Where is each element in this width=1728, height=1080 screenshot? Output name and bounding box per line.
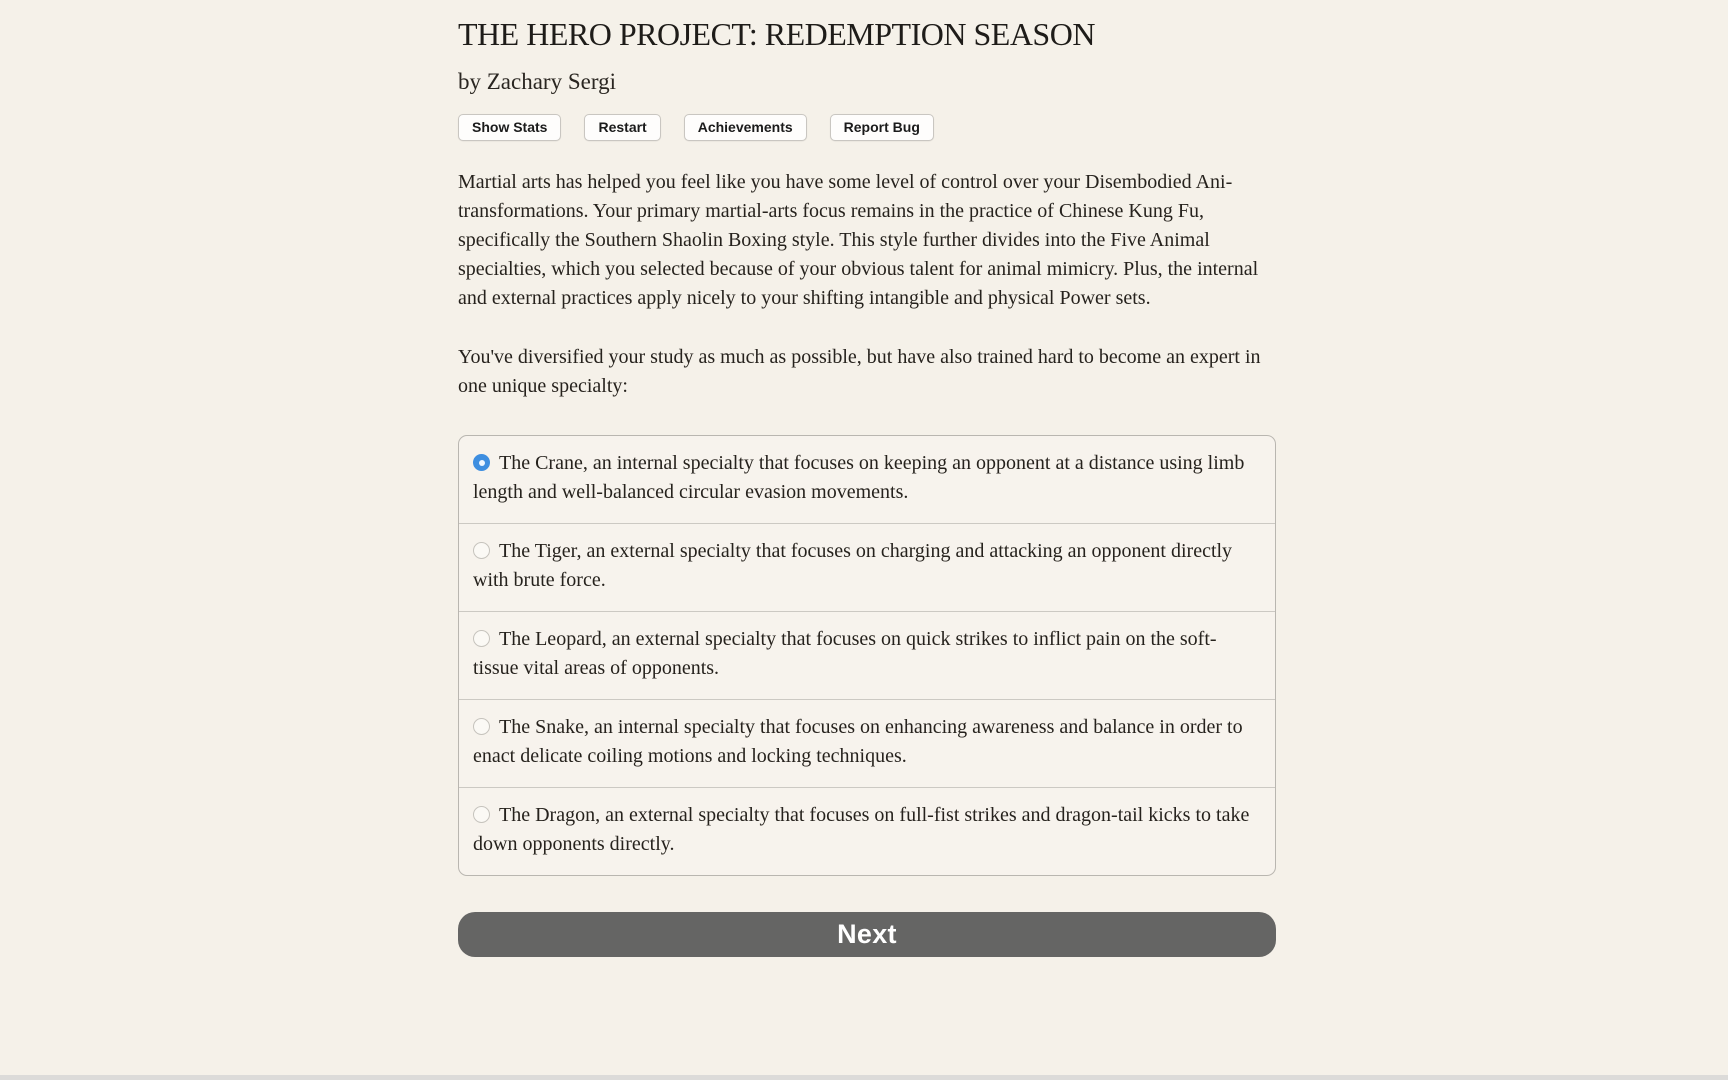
- choice-list: [458, 435, 1276, 876]
- choice-option-crane[interactable]: [459, 436, 1275, 523]
- choice-label: The Crane, an internal specialty that focuses on keeping an opponent at a distance using limb length and well-balanced circular evasion movements.: [473, 452, 1245, 503]
- story-page: [458, 0, 1276, 957]
- radio-button-crane[interactable]: [473, 454, 490, 471]
- choice-label: The Leopard, an external specialty that focuses on quick strikes to inflict pain on the soft-tissue vital areas of opponents.: [473, 628, 1217, 679]
- radio-button-leopard[interactable]: [473, 630, 490, 647]
- toolbar: [458, 114, 1276, 141]
- window-bottom-edge: [0, 1075, 1728, 1080]
- achievements-button[interactable]: Achievements: [684, 114, 807, 141]
- choice-label: The Dragon, an external specialty that focuses on full-fist strikes and dragon-tail kicks to take down opponents directly.: [473, 804, 1250, 855]
- radio-button-tiger[interactable]: [473, 542, 490, 559]
- choice-option-snake[interactable]: [459, 699, 1275, 787]
- game-title: THE HERO PROJECT: REDEMPTION SEASON: [458, 16, 1095, 52]
- radio-button-dragon[interactable]: [473, 806, 490, 823]
- story-text: [458, 168, 1276, 401]
- radio-button-snake[interactable]: [473, 718, 490, 735]
- choice-option-dragon[interactable]: [459, 787, 1275, 875]
- next-button[interactable]: Next: [458, 912, 1276, 957]
- story-paragraph: You've diversified your study as much as possible, but have also trained hard to become an expert in one unique specialty:: [458, 346, 1261, 397]
- report-bug-button[interactable]: Report Bug: [830, 114, 934, 141]
- choice-option-tiger[interactable]: [459, 523, 1275, 611]
- choice-option-leopard[interactable]: [459, 611, 1275, 699]
- choice-label: The Snake, an internal specialty that focuses on enhancing awareness and balance in order to enact delicate coiling motions and locking techniques.: [473, 716, 1243, 767]
- restart-button[interactable]: Restart: [584, 114, 660, 141]
- show-stats-button[interactable]: Show Stats: [458, 114, 561, 141]
- story-paragraph: Martial arts has helped you feel like you have some level of control over your Disembodied Ani-transformations. Your primary martial-arts focus remains in the practice of Chinese Kung Fu, specifically the Southern Shaolin Boxing style. This style further divides into the Five Animal specialties, which you selected because of your obvious talent for animal mimicry. Plus, the internal and external practices apply nicely to your shifting intangible and physical Power sets.: [458, 171, 1259, 309]
- choice-label: The Tiger, an external specialty that focuses on charging and attacking an opponent directly with brute force.: [473, 540, 1233, 591]
- game-author: by Zachary Sergi: [458, 69, 616, 94]
